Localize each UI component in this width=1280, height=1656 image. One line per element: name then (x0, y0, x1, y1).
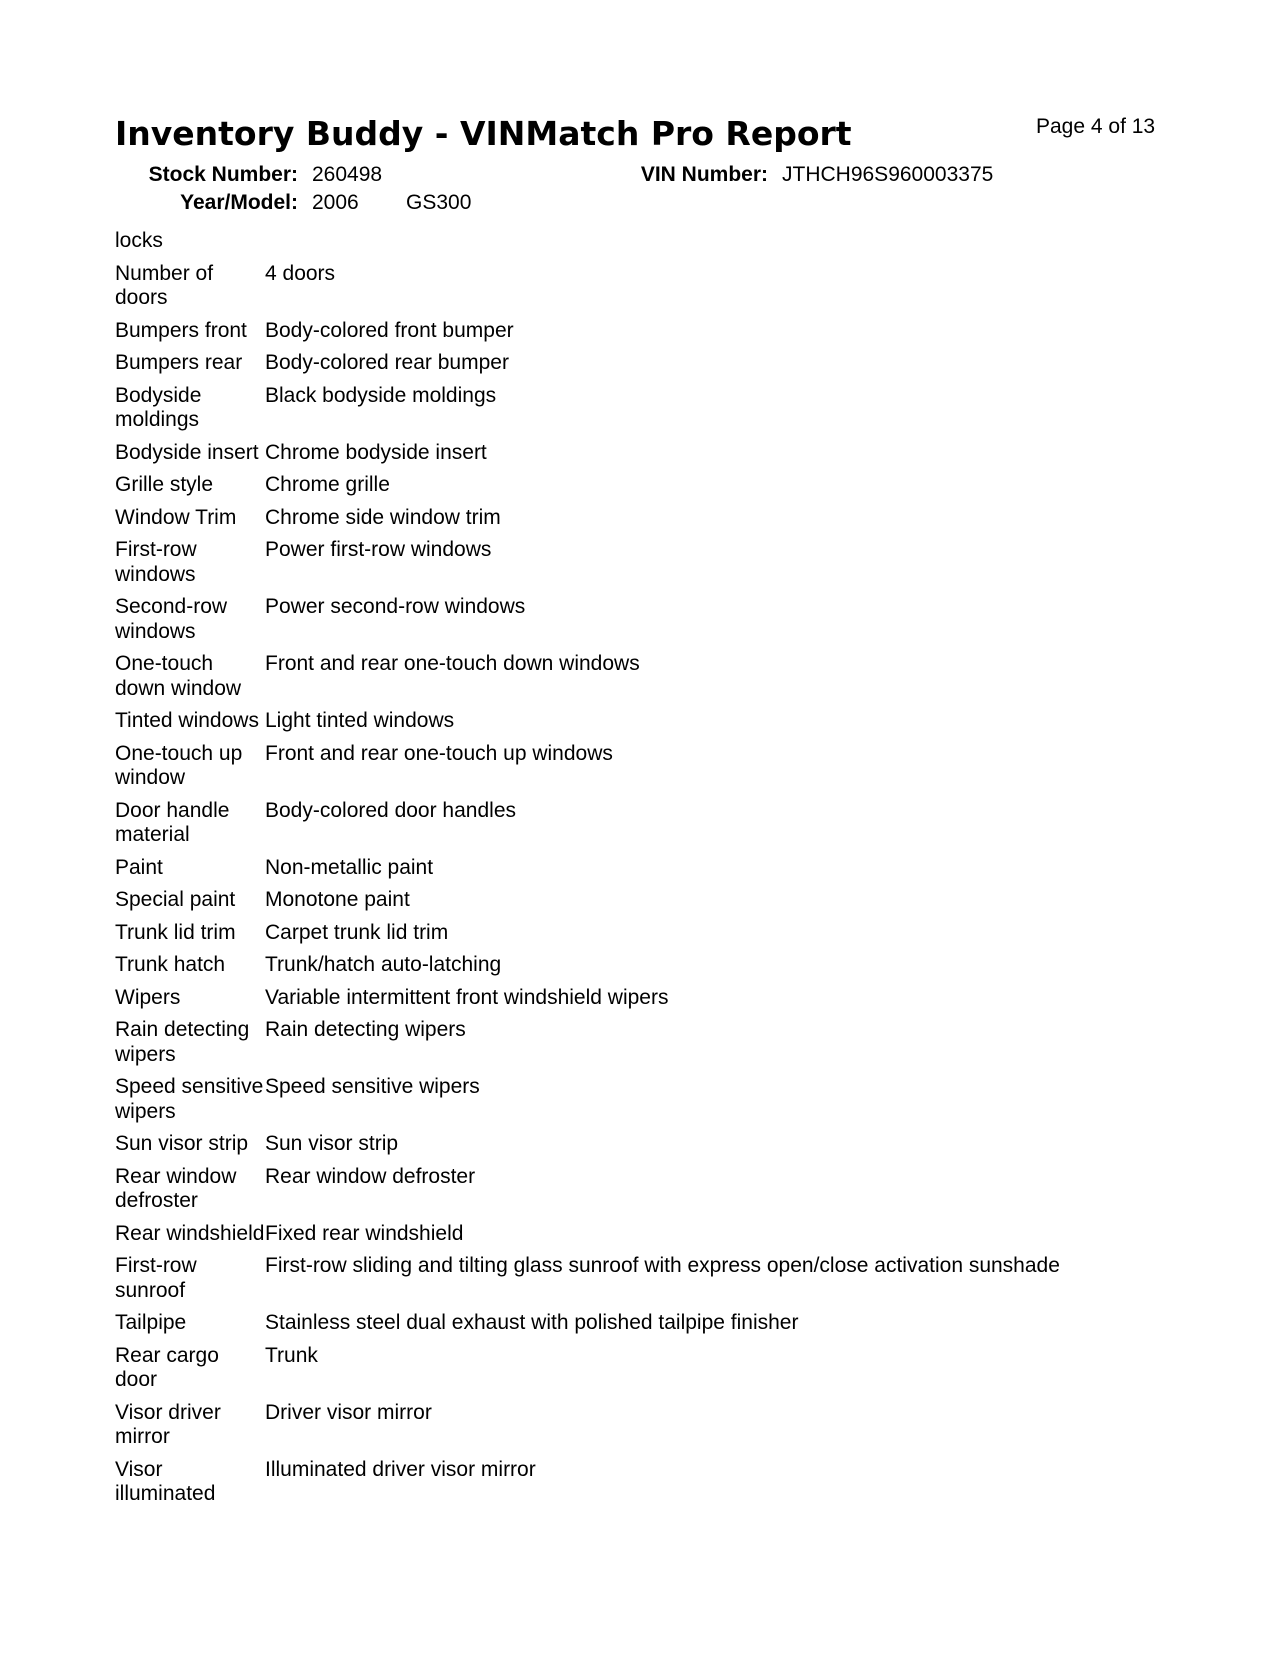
spec-row (115, 384, 1215, 433)
spec-row (115, 1344, 1215, 1393)
spec-value (265, 229, 1215, 254)
spec-label: Visor illuminated (115, 1457, 216, 1505)
spec-row (115, 538, 1215, 587)
spec-value: 4 doors (265, 261, 336, 285)
spec-value: Illuminated driver visor mirror (265, 1457, 536, 1481)
spec-label: Trunk hatch (115, 953, 226, 976)
spec-value: Variable intermittent front windshield wipers (265, 985, 669, 1009)
spec-value: Body-colored door handles (265, 798, 516, 822)
spec-value: Sun visor strip (265, 1132, 399, 1155)
spec-value: First-row sliding and tilting glass sunroof with express open/close activation sunshade (265, 1254, 1060, 1277)
spec-value: Chrome bodyside insert (265, 440, 487, 464)
spec-row (115, 709, 1215, 734)
spec-label: Bodyside insert (115, 440, 259, 464)
spec-label: Bodyside moldings (115, 383, 202, 431)
spec-label: Rear cargo door (115, 1343, 219, 1391)
spec-row (115, 1165, 1215, 1214)
year-value: 2006 (312, 191, 359, 214)
spec-row (115, 319, 1215, 344)
spec-row (115, 441, 1215, 466)
spec-row (115, 953, 1215, 978)
spec-label: Rear window defroster (115, 1164, 237, 1212)
spec-row (115, 888, 1215, 913)
spec-row (115, 595, 1215, 644)
spec-value: Monotone paint (265, 888, 410, 911)
spec-value: Front and rear one-touch down windows (265, 652, 640, 675)
spec-row (115, 986, 1215, 1011)
spec-value: Light tinted windows (265, 709, 455, 732)
spec-label: Speed sensitive wipers (115, 1075, 264, 1123)
spec-value: Trunk/hatch auto-latching (265, 953, 502, 976)
spec-value: Fixed rear windshield (265, 1221, 464, 1245)
spec-row (115, 229, 1215, 254)
spec-label: locks (115, 229, 163, 252)
page-number: Page 4 of 13 (1036, 115, 1156, 138)
spec-value: Stainless steel dual exhaust with polished tailpipe finisher (265, 1311, 799, 1334)
spec-label: Window Trim (115, 505, 237, 529)
spec-label: Second-row windows (115, 595, 228, 643)
spec-label: First-row windows (115, 538, 197, 586)
spec-row (115, 1222, 1215, 1247)
spec-list (115, 229, 1215, 1515)
spec-label: Grille style (115, 473, 214, 496)
spec-value: Power first-row windows (265, 538, 492, 561)
spec-row (115, 1254, 1215, 1303)
spec-row (115, 1075, 1215, 1124)
spec-row (115, 856, 1215, 881)
spec-value: Trunk (265, 1343, 318, 1367)
vin-number-value: JTHCH96S960003375 (782, 163, 994, 186)
spec-value: Power second-row windows (265, 595, 526, 618)
spec-row (115, 1018, 1215, 1067)
spec-label: One-touch down window (115, 652, 242, 700)
spec-value: Carpet trunk lid trim (265, 920, 449, 944)
spec-value: Non-metallic paint (265, 855, 434, 879)
spec-label: Visor driver mirror (115, 1400, 221, 1448)
spec-value: Rain detecting wipers (265, 1018, 466, 1041)
spec-label: Wipers (115, 985, 181, 1009)
spec-row (115, 1401, 1215, 1450)
spec-value: Body-colored front bumper (265, 318, 514, 342)
vin-number-label: VIN Number: (640, 163, 768, 186)
spec-value: Chrome side window trim (265, 505, 501, 529)
spec-value: Front and rear one-touch up windows (265, 741, 613, 765)
spec-label: One-touch up window (115, 741, 243, 789)
year-model-label: Year/Model: (180, 191, 298, 214)
spec-label: Tinted windows (115, 709, 259, 732)
spec-value: Driver visor mirror (265, 1400, 432, 1424)
spec-value: Black bodyside moldings (265, 383, 497, 407)
stock-number-label: Stock Number: (148, 163, 298, 186)
spec-value: Chrome grille (265, 473, 390, 496)
spec-value: Body-colored rear bumper (265, 351, 509, 374)
model-value: GS300 (406, 191, 472, 214)
spec-label: Rain detecting wipers (115, 1018, 250, 1066)
spec-label: Special paint (115, 888, 236, 911)
spec-label: Sun visor strip (115, 1132, 249, 1155)
spec-label: Door handle material (115, 798, 230, 846)
spec-row (115, 473, 1215, 498)
spec-label: Number of doors (115, 261, 214, 309)
stock-number-value: 260498 (312, 163, 383, 186)
report-title: Inventory Buddy - VINMatch Pro Report (115, 114, 852, 153)
spec-row (115, 262, 1215, 311)
spec-row (115, 1458, 1215, 1507)
spec-row (115, 652, 1215, 701)
spec-row (115, 742, 1215, 791)
spec-label: Tailpipe (115, 1311, 187, 1334)
spec-value: Rear window defroster (265, 1164, 476, 1188)
spec-value: Speed sensitive wipers (265, 1075, 480, 1098)
spec-label: Rear windshield (115, 1221, 265, 1245)
spec-label: Paint (115, 855, 163, 879)
spec-row (115, 921, 1215, 946)
spec-row (115, 506, 1215, 531)
spec-row (115, 799, 1215, 848)
spec-label: First-row sunroof (115, 1254, 197, 1302)
spec-row (115, 1311, 1215, 1336)
spec-label: Bumpers front (115, 318, 247, 342)
spec-row (115, 1132, 1215, 1157)
spec-row (115, 351, 1215, 376)
spec-label: Bumpers rear (115, 351, 243, 374)
spec-label: Trunk lid trim (115, 920, 236, 944)
